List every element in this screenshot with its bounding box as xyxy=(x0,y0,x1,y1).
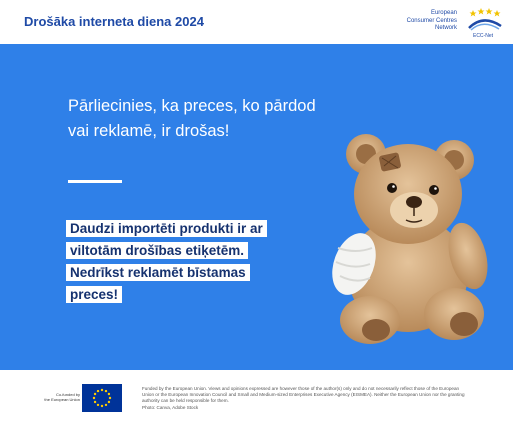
footer xyxy=(0,370,513,430)
eu-star-icon xyxy=(97,390,99,392)
callout-text xyxy=(66,218,292,306)
ecc-net-logo-text: European Consumer Centres Network xyxy=(406,10,457,31)
divider-line xyxy=(68,180,122,183)
callout-line-1: Daudzi importēti produkti ir ar xyxy=(66,220,267,237)
eu-star-icon xyxy=(94,393,96,395)
eu-star-icon xyxy=(94,401,96,403)
eu-star-icon xyxy=(108,401,110,403)
eu-star-icon xyxy=(93,397,95,399)
headline: Pārliecinies, ka preces, ko pārdod vai reklamē, ir drošas! xyxy=(68,97,316,140)
eu-star-icon xyxy=(109,397,111,399)
eu-star-icon xyxy=(97,404,99,406)
teddy-bear-image xyxy=(304,124,504,349)
eu-star-icon xyxy=(108,393,110,395)
eu-star-icon xyxy=(105,404,107,406)
funding-disclaimer: Funded by the European Union. Views and opinions expressed are however those of the author(s) only and do not necessarily reflect those of the European Union or the European Innovation Council and Small and Medium-sized Enterprises Executive Agency (EISMEA). Neither the European Union nor the granting authority can be held responsible for them. Photo: Canva, Adobe Stock xyxy=(142,386,465,410)
callout-line-2: viltotām drošības etiķetēm. xyxy=(66,242,248,259)
hero-panel xyxy=(0,44,513,370)
ecc-net-badge: ECC-Net xyxy=(472,33,494,39)
header-bar xyxy=(0,0,513,44)
eu-star-icon xyxy=(101,405,103,407)
callout-line-3: Nedrīkst reklamēt bīstamas xyxy=(66,264,250,281)
ecc-net-emblem-icon xyxy=(461,6,505,40)
eu-flag-icon xyxy=(82,384,122,412)
callout-line-4: preces! xyxy=(66,286,122,303)
ecc-net-logo xyxy=(385,6,505,40)
eu-star-icon xyxy=(105,390,107,392)
eu-star-icon xyxy=(101,389,103,391)
cofunded-label: Co-funded by the European Union xyxy=(44,392,80,402)
page-title: Drošāka interneta diena 2024 xyxy=(24,14,204,29)
